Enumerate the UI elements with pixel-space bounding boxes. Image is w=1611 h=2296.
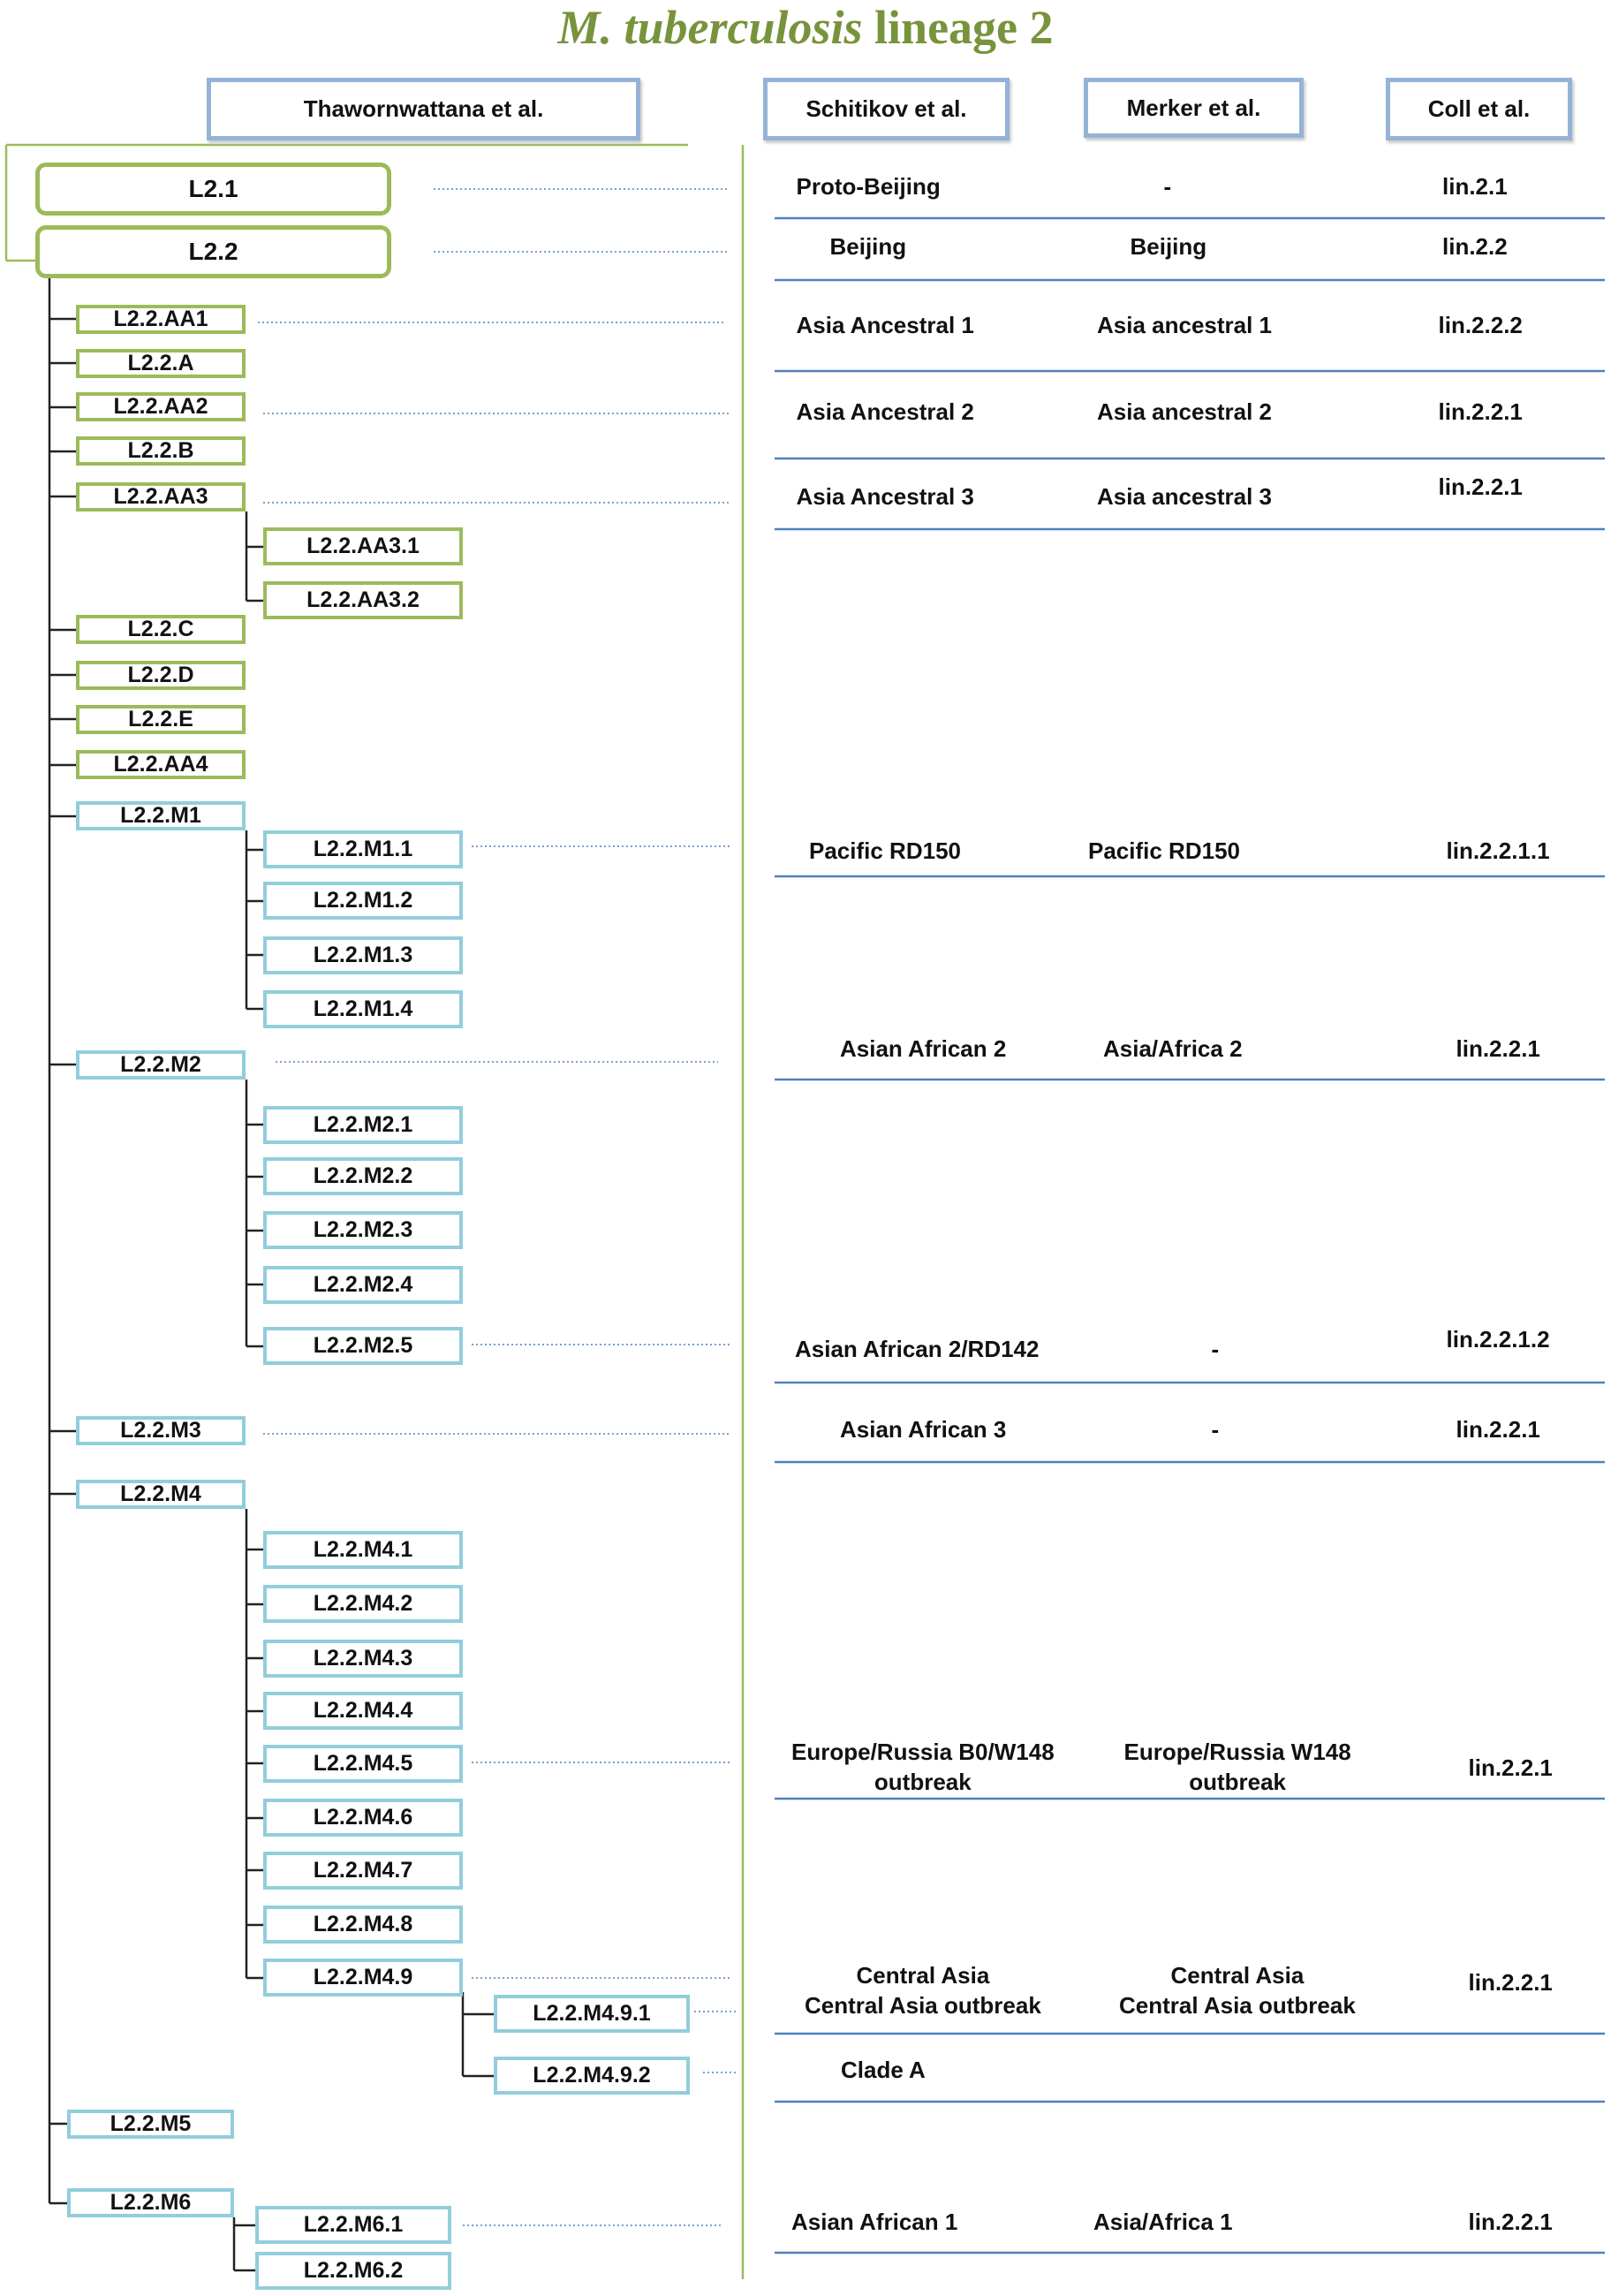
cell-line: Central Asia outbreak: [1119, 1992, 1356, 2019]
lineage-node: L2.2.A: [76, 349, 246, 378]
schitikov-cell: [791, 1737, 1055, 1797]
merker-cell: [1124, 1737, 1351, 1797]
coll-cell: lin.2.2.1: [1438, 474, 1523, 500]
coll-cell: lin.2.2.1: [1456, 1416, 1540, 1443]
cell-line: Central Asia outbreak: [805, 1992, 1041, 2019]
lineage-node: L2.2.M4: [76, 1480, 246, 1509]
cell-line: Europe/Russia B0/W148: [791, 1739, 1055, 1765]
lineage-node: L2.2.M4.7: [263, 1852, 463, 1890]
column-header: Schitikov et al.: [763, 78, 1010, 140]
lineage-node: L2.2.M2.1: [263, 1106, 463, 1144]
lineage-node: L2.2.AA2: [76, 392, 246, 421]
lineage-node: L2.2.M1.3: [263, 936, 463, 974]
coll-cell: lin.2.2.1.1: [1446, 837, 1550, 864]
lineage-node: L2.2.M4.9.2: [494, 2057, 690, 2095]
coll-cell: lin.2.2.1: [1468, 1754, 1553, 1781]
lineage-node: L2.2.M4.8: [263, 1906, 463, 1944]
lineage-node: L2.2.M2: [76, 1050, 246, 1080]
lineage-node: L2.2.M1.4: [263, 990, 463, 1028]
schitikov-cell: Pacific RD150: [809, 837, 961, 864]
cell-line: outbreak: [874, 1769, 972, 1795]
lineage-node: L2.2.M4.6: [263, 1799, 463, 1837]
lineage-node: L2.2.M1.2: [263, 882, 463, 920]
merker-cell: Asia ancestral 2: [1097, 398, 1273, 425]
schitikov-cell: Asian African 2/RD142: [795, 1336, 1040, 1362]
schitikov-cell: Asia Ancestral 2: [796, 398, 974, 425]
merker-cell: Asia ancestral 1: [1097, 312, 1273, 338]
schitikov-cell: Asia Ancestral 3: [796, 483, 974, 510]
merker-cell: [1119, 1960, 1356, 2020]
lineage-node: L2.2.M4.5: [263, 1745, 463, 1783]
coll-cell: lin.2.2.1: [1456, 1035, 1540, 1062]
lineage-node: L2.2.AA3.1: [263, 527, 463, 565]
lineage-node: L2.2.AA1: [76, 305, 246, 334]
merker-cell: -: [1211, 1416, 1220, 1443]
lineage-node: L2.2.M4.4: [263, 1692, 463, 1730]
lineage-node: L2.2.E: [76, 705, 246, 734]
schitikov-cell: Asian African 3: [840, 1416, 1007, 1443]
schitikov-cell: Asian African 1: [791, 2209, 958, 2235]
schitikov-cell: Asia Ancestral 1: [796, 312, 974, 338]
lineage-node: L2.2.M3: [76, 1416, 246, 1445]
lineage-node: L2.2.M4.3: [263, 1640, 463, 1678]
merker-cell: Asia ancestral 3: [1097, 483, 1273, 510]
merker-cell: Pacific RD150: [1088, 837, 1240, 864]
merker-cell: -: [1163, 173, 1172, 200]
cell-line: outbreak: [1189, 1769, 1286, 1795]
schitikov-cell: Beijing: [829, 233, 907, 260]
schitikov-cell: [805, 1960, 1041, 2020]
cell-line: Europe/Russia W148: [1123, 1739, 1351, 1765]
lineage-node: L2.2.D: [76, 661, 246, 690]
lineage-node: L2.2.M5: [67, 2110, 234, 2139]
lineage-node: L2.2.B: [76, 436, 246, 466]
cell-line: Central Asia: [856, 1962, 990, 1989]
schitikov-cell: Clade A: [841, 2057, 926, 2083]
lineage-node: L2.2.AA3: [76, 482, 246, 511]
lineage-node: L2.2.M2.4: [263, 1266, 463, 1304]
column-header: Thawornwattana et al.: [207, 78, 640, 140]
lineage-node: L2.2.C: [76, 615, 246, 644]
lineage-node: L2.2.M2.3: [263, 1211, 463, 1249]
coll-cell: lin.2.2.1: [1438, 398, 1523, 425]
lineage-node: L2.2.M4.9: [263, 1959, 463, 1997]
lineage-node: L2.2.M1.1: [263, 830, 463, 868]
coll-cell: lin.2.2.1.2: [1446, 1326, 1550, 1353]
column-header: Merker et al.: [1084, 78, 1304, 138]
lineage-node: L2.2.M4.9.1: [494, 1995, 690, 2033]
lineage-node: L2.2.AA4: [76, 750, 246, 779]
coll-cell: lin.2.2.1: [1468, 2209, 1553, 2235]
coll-cell: lin.2.2.2: [1438, 312, 1523, 338]
lineage-node: L2.1: [35, 163, 391, 216]
lineage-node: L2.2.M4.2: [263, 1585, 463, 1623]
schitikov-cell: Asian African 2: [840, 1035, 1007, 1062]
lineage-node: L2.2.M6: [67, 2188, 234, 2217]
lineage-node: L2.2.AA3.2: [263, 581, 463, 619]
lineage-node: L2.2.M6.2: [255, 2252, 451, 2290]
lineage-node: L2.2.M1: [76, 801, 246, 830]
merker-cell: -: [1211, 1336, 1220, 1362]
merker-cell: Asia/Africa 1: [1093, 2209, 1233, 2235]
figure-title: M. tuberculosis lineage 2: [557, 1, 1054, 54]
column-header: Coll et al.: [1386, 78, 1572, 140]
lineage-node: L2.2.M6.1: [255, 2206, 451, 2244]
lineage-node: L2.2.M2.5: [263, 1327, 463, 1365]
merker-cell: Beijing: [1130, 233, 1207, 260]
lineage-node: L2.2.M2.2: [263, 1157, 463, 1195]
coll-cell: lin.2.2: [1442, 233, 1508, 260]
schitikov-cell: Proto-Beijing: [796, 173, 941, 200]
lineage-node: L2.2.M4.1: [263, 1531, 463, 1569]
merker-cell: Asia/Africa 2: [1103, 1035, 1243, 1062]
coll-cell: lin.2.1: [1442, 173, 1508, 200]
coll-cell: lin.2.2.1: [1468, 1969, 1553, 1996]
lineage-node: L2.2: [35, 225, 391, 278]
cell-line: Central Asia: [1170, 1962, 1305, 1989]
